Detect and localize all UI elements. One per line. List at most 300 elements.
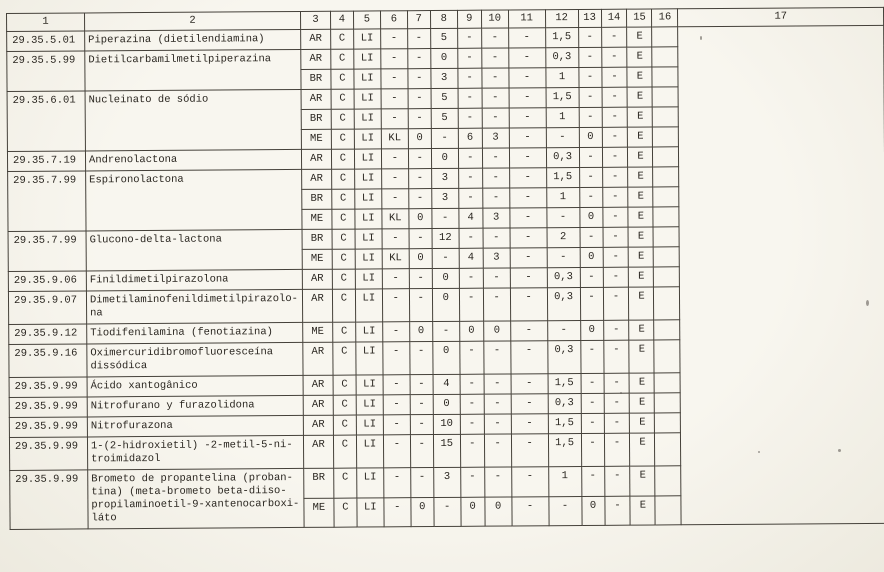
value-cell-col4: C xyxy=(331,29,354,49)
value-cell-col4: C xyxy=(331,49,354,69)
column-header-14: 14 xyxy=(601,9,627,27)
value-cell-col13: - xyxy=(578,47,601,67)
value-cell-col6: - xyxy=(383,435,410,468)
value-cell-col11: - xyxy=(511,374,548,394)
value-cell-col9: - xyxy=(460,414,484,434)
country-code-cell: ME xyxy=(302,209,332,229)
value-cell-col4: C xyxy=(333,375,356,395)
value-cell-col11: - xyxy=(510,341,547,374)
value-cell-col4: C xyxy=(333,435,356,468)
value-cell-col11: - xyxy=(508,28,545,48)
value-cell-col4: C xyxy=(334,468,357,498)
value-cell-col11: - xyxy=(510,228,547,248)
value-cell-col13: - xyxy=(580,287,603,320)
country-code-cell: BR xyxy=(301,109,331,129)
value-cell-col14: - xyxy=(602,207,628,227)
country-code-cell: ME xyxy=(304,498,334,528)
value-cell-col11: - xyxy=(511,414,548,434)
value-cell-col5: LI xyxy=(356,322,383,342)
value-cell-col7: - xyxy=(409,189,432,209)
tariff-code-cell: 29.35.7.19 xyxy=(7,151,85,172)
tariff-code-cell: 29.35.9.16 xyxy=(9,344,87,378)
value-cell-col11: - xyxy=(511,434,548,467)
value-cell-col7: - xyxy=(410,342,433,375)
scan-artifact xyxy=(758,451,760,453)
empty-cell-col16 xyxy=(653,187,679,207)
value-cell-col7: - xyxy=(410,468,433,498)
value-cell-col11: - xyxy=(510,248,547,268)
tariff-code-cell: 29.35.9.07 xyxy=(8,291,86,325)
value-cell-col14: - xyxy=(602,147,628,167)
value-cell-col8: - xyxy=(432,208,459,228)
value-cell-col4: C xyxy=(332,189,355,209)
value-cell-col10: - xyxy=(484,414,511,434)
value-cell-col12: 1,5 xyxy=(546,168,579,188)
value-cell-col14: - xyxy=(604,496,630,526)
value-cell-col5: LI xyxy=(356,375,383,395)
value-cell-col13: - xyxy=(578,67,601,87)
tariff-table xyxy=(6,7,884,530)
value-cell-col5: LI xyxy=(357,468,384,498)
tariff-code-cell: 29.35.7.99 xyxy=(8,231,86,272)
value-cell-col9: - xyxy=(460,394,484,414)
value-cell-col14: - xyxy=(602,107,628,127)
empty-cell-col16 xyxy=(654,247,680,267)
value-cell-col11: - xyxy=(509,68,546,88)
value-cell-col10: - xyxy=(482,88,509,108)
value-cell-col12: 0,3 xyxy=(545,48,578,68)
value-cell-col11: - xyxy=(510,321,547,341)
value-cell-col15: E xyxy=(630,466,655,496)
value-cell-col5: LI xyxy=(355,209,382,229)
value-cell-col9: 6 xyxy=(458,128,482,148)
column-header-6: 6 xyxy=(380,11,407,29)
value-cell-col15: E xyxy=(630,393,655,413)
value-cell-col4: C xyxy=(334,498,357,528)
value-cell-col7: - xyxy=(408,149,431,169)
value-cell-col10: - xyxy=(483,341,510,374)
value-cell-col9: 0 xyxy=(461,497,485,527)
empty-cell-col16 xyxy=(652,27,678,47)
value-cell-col8: 15 xyxy=(433,434,460,467)
column-header-8: 8 xyxy=(430,10,457,28)
value-cell-col6: - xyxy=(382,322,409,342)
value-cell-col10: - xyxy=(484,434,511,467)
value-cell-col10: - xyxy=(484,394,511,414)
country-code-cell: AR xyxy=(302,289,332,322)
value-cell-col13: 0 xyxy=(579,207,602,227)
country-code-cell: ME xyxy=(302,249,332,269)
value-cell-col7: - xyxy=(408,69,431,89)
value-cell-col8: 0 xyxy=(431,148,458,168)
value-cell-col9: - xyxy=(460,434,484,467)
value-cell-col12: 1,5 xyxy=(548,433,581,466)
value-cell-col9: 4 xyxy=(459,248,483,268)
value-cell-col10: - xyxy=(482,68,509,88)
value-cell-col5: LI xyxy=(355,229,382,249)
empty-cell-col16 xyxy=(653,147,679,167)
value-cell-col13: - xyxy=(581,393,604,413)
value-cell-col5: LI xyxy=(356,435,383,468)
value-cell-col13: 0 xyxy=(580,320,603,340)
value-cell-col9: - xyxy=(457,48,481,68)
value-cell-col8: 5 xyxy=(430,28,457,48)
value-cell-col13: - xyxy=(581,466,604,496)
value-cell-col4: C xyxy=(333,322,356,342)
value-cell-col15: E xyxy=(627,67,652,87)
value-cell-col5: LI xyxy=(356,342,383,375)
value-cell-col6: - xyxy=(381,89,408,109)
value-cell-col6: - xyxy=(382,229,409,249)
value-cell-col10: - xyxy=(481,48,508,68)
tariff-code-cell: 29.35.9.99 xyxy=(9,397,87,418)
country-code-cell: AR xyxy=(303,435,333,468)
substance-name-cell: Finildimetilpirazolona xyxy=(86,269,302,291)
column-header-11: 11 xyxy=(508,10,545,28)
value-cell-col7: 0 xyxy=(409,209,432,229)
country-code-cell: BR xyxy=(302,229,332,249)
value-cell-col10: - xyxy=(483,268,510,288)
value-cell-col7: 0 xyxy=(411,497,434,527)
tariff-code-cell: 29.35.9.99 xyxy=(9,377,87,398)
value-cell-col12: 0,3 xyxy=(548,393,581,413)
empty-cell-col16 xyxy=(653,107,679,127)
substance-name-cell: Ácido xantogânico xyxy=(87,375,303,397)
value-cell-col9: - xyxy=(458,88,482,108)
value-cell-col11: - xyxy=(509,128,546,148)
notes-column xyxy=(678,25,884,524)
value-cell-col11: - xyxy=(509,148,546,168)
value-cell-col8: 0 xyxy=(433,394,460,414)
value-cell-col4: C xyxy=(332,229,355,249)
substance-name-cell: Nitrofurano y furazolidona xyxy=(87,395,303,417)
value-cell-col9: - xyxy=(458,148,482,168)
value-cell-col10: 3 xyxy=(482,128,509,148)
value-cell-col11: - xyxy=(509,188,546,208)
value-cell-col6: - xyxy=(381,69,408,89)
value-cell-col14: - xyxy=(602,87,628,107)
value-cell-col13: - xyxy=(580,340,603,373)
tariff-code-cell: 29.35.6.01 xyxy=(7,91,85,152)
value-cell-col4: C xyxy=(331,89,354,109)
value-cell-col14: - xyxy=(604,433,630,466)
value-cell-col4: C xyxy=(332,209,355,229)
column-header-2: 2 xyxy=(84,11,300,31)
value-cell-col11: - xyxy=(510,268,547,288)
value-cell-col13: - xyxy=(580,227,603,247)
value-cell-col12: - xyxy=(546,128,579,148)
value-cell-col15: E xyxy=(628,107,653,127)
empty-cell-col16 xyxy=(652,87,678,107)
value-cell-col10: - xyxy=(481,28,508,48)
column-header-16: 16 xyxy=(652,9,678,27)
value-cell-col8: 0 xyxy=(433,341,460,374)
value-cell-col6: - xyxy=(382,189,409,209)
tariff-code-cell: 29.35.9.99 xyxy=(9,437,87,471)
value-cell-col14: - xyxy=(601,27,627,47)
value-cell-col12: 2 xyxy=(547,228,580,248)
value-cell-col7: - xyxy=(408,109,431,129)
value-cell-col14: - xyxy=(604,413,630,433)
value-cell-col13: - xyxy=(579,107,602,127)
empty-cell-col16 xyxy=(653,127,679,147)
value-cell-col4: C xyxy=(332,169,355,189)
value-cell-col5: LI xyxy=(353,29,380,49)
value-cell-col8: - xyxy=(431,128,458,148)
value-cell-col13: - xyxy=(579,187,602,207)
substance-name-cell: Dimetilaminofenildimetilpirazolo- na xyxy=(86,289,302,324)
value-cell-col10: 0 xyxy=(483,321,510,341)
tariff-code-cell: 29.35.5.01 xyxy=(7,31,85,52)
value-cell-col7: - xyxy=(410,395,433,415)
value-cell-col13: 0 xyxy=(581,496,604,526)
value-cell-col9: - xyxy=(458,108,482,128)
value-cell-col6: - xyxy=(382,269,409,289)
value-cell-col6: - xyxy=(383,342,410,375)
empty-cell-col16 xyxy=(653,207,679,227)
value-cell-col15: E xyxy=(629,287,654,320)
value-cell-col7: 0 xyxy=(409,322,432,342)
value-cell-col5: LI xyxy=(354,89,381,109)
country-code-cell: AR xyxy=(303,415,333,435)
empty-cell-col16 xyxy=(655,393,681,413)
scan-artifact xyxy=(838,449,841,452)
substance-name-cell: Oximercuridibromofluoresceína dissódica xyxy=(87,342,303,377)
value-cell-col6: - xyxy=(381,169,408,189)
value-cell-col14: - xyxy=(604,373,630,393)
value-cell-col10: - xyxy=(483,228,510,248)
value-cell-col6: - xyxy=(384,468,411,498)
tariff-code-cell: 29.35.5.99 xyxy=(7,51,85,92)
value-cell-col5: LI xyxy=(355,269,382,289)
value-cell-col12: 0,3 xyxy=(546,148,579,168)
value-cell-col4: C xyxy=(332,289,355,322)
value-cell-col11: - xyxy=(509,168,546,188)
value-cell-col5: LI xyxy=(356,415,383,435)
value-cell-col14: - xyxy=(603,247,629,267)
value-cell-col15: E xyxy=(628,167,653,187)
country-code-cell: BR xyxy=(302,189,332,209)
value-cell-col12: 1 xyxy=(546,108,579,128)
value-cell-col11: - xyxy=(509,88,546,108)
value-cell-col15: E xyxy=(629,267,654,287)
value-cell-col9: 4 xyxy=(459,208,483,228)
value-cell-col4: C xyxy=(331,109,354,129)
value-cell-col14: - xyxy=(603,320,629,340)
value-cell-col6: KL xyxy=(382,209,409,229)
column-header-17: 17 xyxy=(678,7,884,26)
value-cell-col4: C xyxy=(333,415,356,435)
value-cell-col5: LI xyxy=(354,49,381,69)
value-cell-col5: LI xyxy=(354,129,381,149)
value-cell-col15: E xyxy=(627,47,652,67)
value-cell-col9: - xyxy=(460,374,484,394)
value-cell-col5: LI xyxy=(354,149,381,169)
value-cell-col4: C xyxy=(331,149,354,169)
empty-cell-col16 xyxy=(655,413,681,433)
value-cell-col6: - xyxy=(383,395,410,415)
country-code-cell: AR xyxy=(303,375,333,395)
value-cell-col6: - xyxy=(381,49,408,69)
value-cell-col9: - xyxy=(459,268,483,288)
value-cell-col5: LI xyxy=(355,249,382,269)
value-cell-col6: - xyxy=(383,375,410,395)
value-cell-col7: - xyxy=(408,169,431,189)
value-cell-col11: - xyxy=(508,48,545,68)
value-cell-col8: - xyxy=(434,497,461,527)
value-cell-col8: 5 xyxy=(431,108,458,128)
scan-artifact xyxy=(866,300,869,306)
value-cell-col12: 1 xyxy=(546,188,579,208)
value-cell-col9: - xyxy=(459,228,483,248)
empty-cell-col16 xyxy=(654,267,680,287)
value-cell-col12: - xyxy=(547,248,580,268)
country-code-cell: BR xyxy=(304,468,334,498)
value-cell-col9: - xyxy=(458,168,482,188)
value-cell-col6: - xyxy=(381,149,408,169)
value-cell-col5: LI xyxy=(354,169,381,189)
value-cell-col12: 1,5 xyxy=(548,373,581,393)
value-cell-col11: - xyxy=(511,467,548,497)
country-code-cell: AR xyxy=(302,269,332,289)
tariff-code-cell: 29.35.7.99 xyxy=(8,171,86,232)
value-cell-col10: 0 xyxy=(485,496,512,526)
value-cell-col8: 10 xyxy=(433,414,460,434)
value-cell-col13: 0 xyxy=(580,247,603,267)
substance-name-cell: Espironolactona xyxy=(86,169,302,231)
value-cell-col8: 0 xyxy=(432,288,459,321)
country-code-cell: AR xyxy=(303,395,333,415)
value-cell-col7: 0 xyxy=(409,249,432,269)
value-cell-col7: - xyxy=(407,29,430,49)
value-cell-col14: - xyxy=(603,267,629,287)
value-cell-col15: E xyxy=(630,495,655,525)
value-cell-col7: - xyxy=(409,269,432,289)
column-header-4: 4 xyxy=(330,11,353,29)
empty-cell-col16 xyxy=(655,433,681,466)
value-cell-col6: - xyxy=(380,29,407,49)
country-code-cell: AR xyxy=(302,169,332,189)
column-header-5: 5 xyxy=(353,11,380,29)
value-cell-col9: - xyxy=(458,188,482,208)
value-cell-col7: - xyxy=(410,415,433,435)
country-code-cell: AR xyxy=(301,49,331,69)
value-cell-col6: - xyxy=(384,497,411,527)
column-header-10: 10 xyxy=(481,10,508,28)
value-cell-col10: 3 xyxy=(483,208,510,228)
value-cell-col13: - xyxy=(580,267,603,287)
value-cell-col12: 0,3 xyxy=(547,287,580,320)
value-cell-col14: - xyxy=(603,287,629,320)
column-header-3: 3 xyxy=(300,11,330,29)
value-cell-col8: 3 xyxy=(431,68,458,88)
value-cell-col10: 3 xyxy=(483,248,510,268)
value-cell-col13: - xyxy=(579,87,602,107)
value-cell-col12: 1,5 xyxy=(548,413,581,433)
empty-cell-col16 xyxy=(655,466,681,496)
value-cell-col10: - xyxy=(482,148,509,168)
empty-cell-col16 xyxy=(654,340,680,373)
value-cell-col7: 0 xyxy=(408,129,431,149)
tariff-code-cell: 29.35.9.06 xyxy=(8,271,86,292)
column-header-15: 15 xyxy=(627,9,652,27)
value-cell-col9: - xyxy=(458,68,482,88)
value-cell-col8: 12 xyxy=(432,228,459,248)
value-cell-col12: - xyxy=(547,320,580,340)
country-code-cell: ME xyxy=(303,322,333,342)
value-cell-col15: E xyxy=(629,340,654,373)
value-cell-col7: - xyxy=(410,375,433,395)
value-cell-col13: - xyxy=(581,413,604,433)
empty-cell-col16 xyxy=(653,167,679,187)
value-cell-col8: - xyxy=(432,321,459,341)
value-cell-col10: - xyxy=(482,188,509,208)
column-header-13: 13 xyxy=(578,9,601,27)
value-cell-col12: 0,3 xyxy=(547,340,580,373)
empty-cell-col16 xyxy=(652,47,678,67)
value-cell-col12: - xyxy=(548,496,581,526)
value-cell-col7: - xyxy=(408,89,431,109)
value-cell-col7: - xyxy=(409,289,432,322)
value-cell-col6: - xyxy=(382,289,409,322)
value-cell-col8: 3 xyxy=(431,188,458,208)
value-cell-col12: 0,3 xyxy=(547,268,580,288)
country-code-cell: AR xyxy=(301,89,331,109)
substance-name-cell: Glucono-delta-lactona xyxy=(86,229,302,271)
value-cell-col7: - xyxy=(408,49,431,69)
value-cell-col15: E xyxy=(628,87,653,107)
value-cell-col7: - xyxy=(409,229,432,249)
country-code-cell: AR xyxy=(303,342,333,375)
value-cell-col15: E xyxy=(628,207,653,227)
value-cell-col14: - xyxy=(602,127,628,147)
tariff-code-cell: 29.35.9.99 xyxy=(9,417,87,438)
substance-name-cell: Dietilcarbamilmetilpiperazina xyxy=(85,49,301,91)
value-cell-col11: - xyxy=(512,496,549,526)
value-cell-col4: C xyxy=(333,342,356,375)
value-cell-col4: C xyxy=(333,395,356,415)
value-cell-col12: 1,5 xyxy=(545,28,578,48)
tariff-code-cell: 29.35.9.99 xyxy=(10,470,88,530)
value-cell-col15: E xyxy=(630,433,655,466)
country-code-cell: AR xyxy=(301,149,331,169)
column-header-9: 9 xyxy=(457,10,481,28)
value-cell-col8: 3 xyxy=(433,467,460,497)
value-cell-col15: E xyxy=(628,227,653,247)
value-cell-col9: - xyxy=(459,288,483,321)
tariff-code-cell: 29.35.9.12 xyxy=(9,324,87,345)
value-cell-col8: 4 xyxy=(433,374,460,394)
value-cell-col10: - xyxy=(482,108,509,128)
substance-name-cell: Nitrofurazona xyxy=(87,415,303,437)
value-cell-col15: E xyxy=(628,127,653,147)
empty-cell-col16 xyxy=(654,373,680,393)
value-cell-col4: C xyxy=(332,269,355,289)
substance-name-cell: 1-(2-hidroxietil) -2-metil-5-ni- troimidazol xyxy=(87,435,303,470)
country-code-cell: AR xyxy=(301,29,331,49)
empty-cell-col16 xyxy=(654,287,680,320)
value-cell-col11: - xyxy=(510,208,547,228)
value-cell-col10: - xyxy=(484,467,511,497)
value-cell-col8: 0 xyxy=(432,268,459,288)
value-cell-col8: 0 xyxy=(431,48,458,68)
value-cell-col5: LI xyxy=(355,189,382,209)
value-cell-col14: - xyxy=(602,187,628,207)
value-cell-col14: - xyxy=(603,340,629,373)
value-cell-col6: - xyxy=(381,109,408,129)
value-cell-col11: - xyxy=(510,288,547,321)
substance-name-cell: Tiodifenilamina (fenotiazina) xyxy=(87,322,303,344)
